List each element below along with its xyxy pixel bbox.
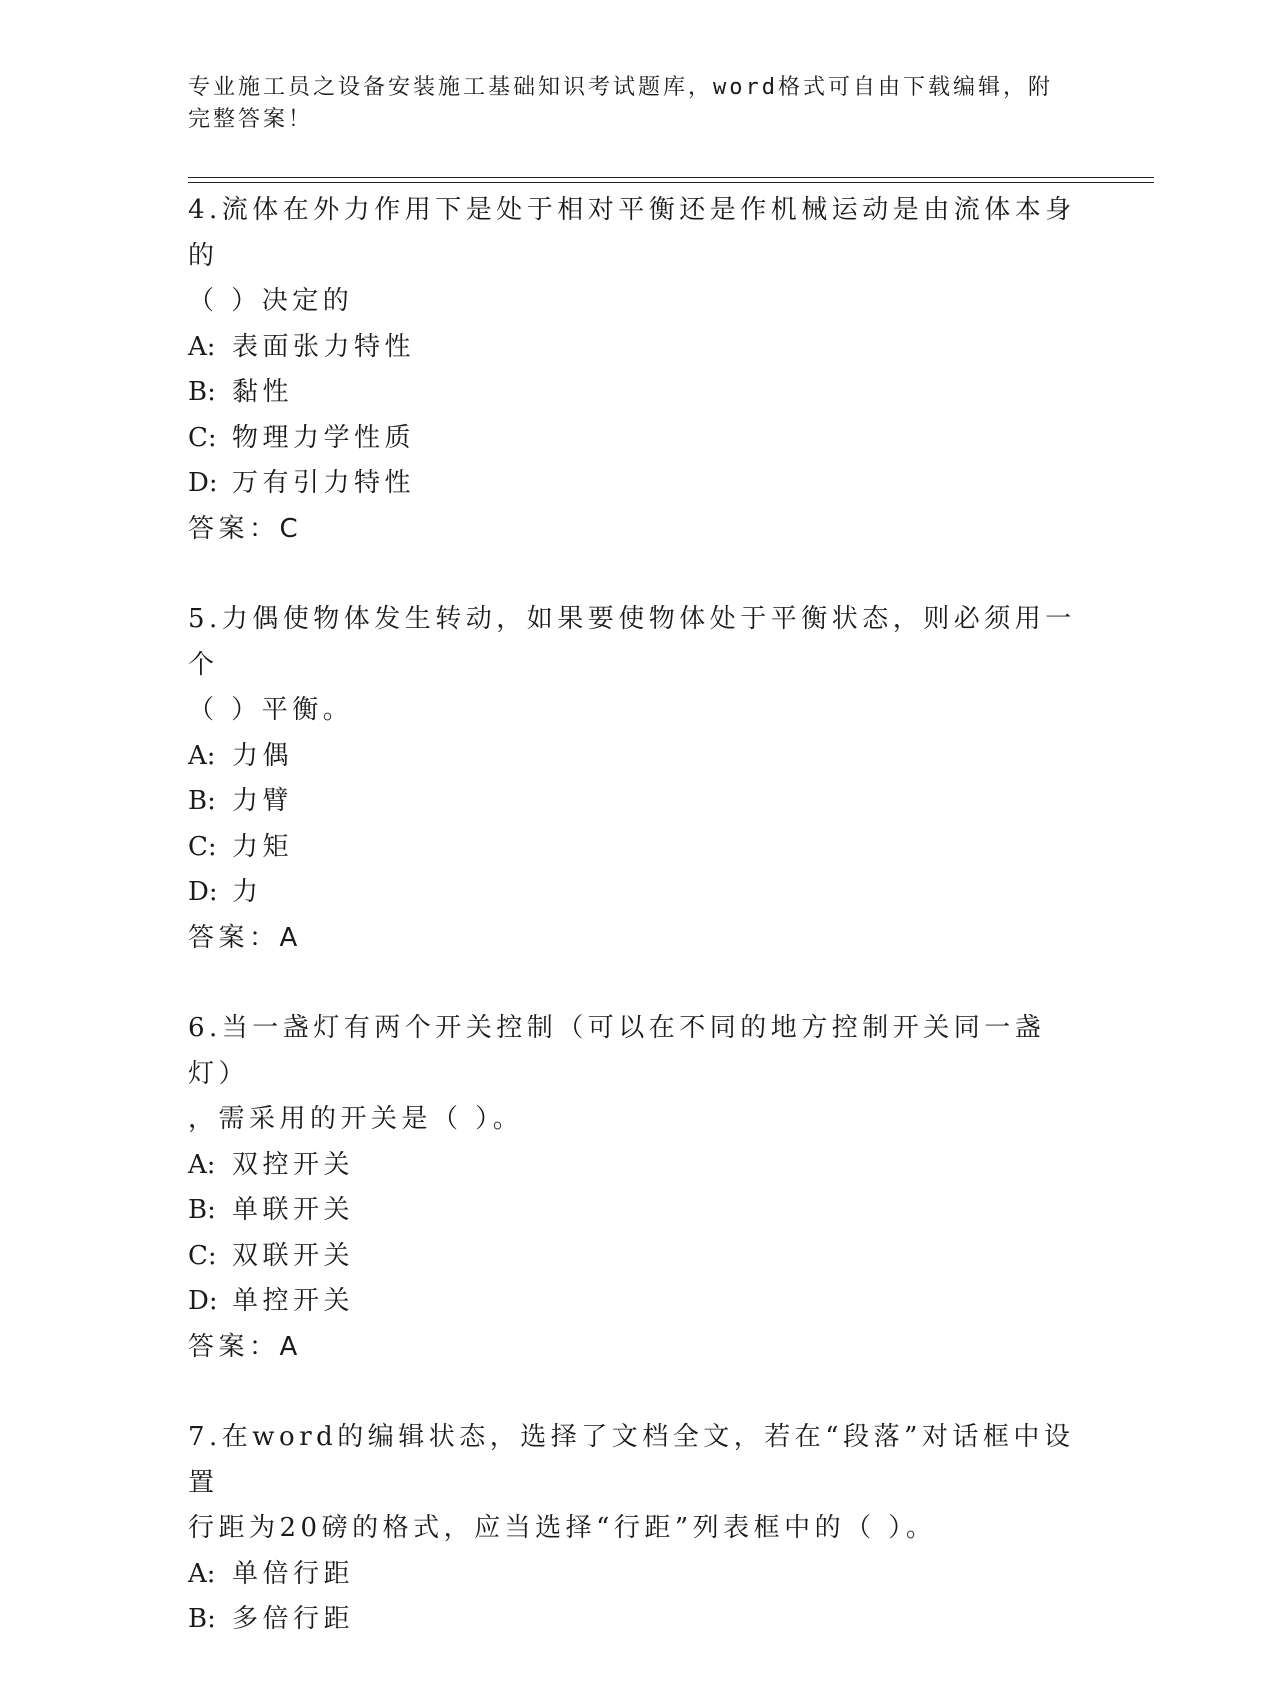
option-d — [188, 870, 1088, 916]
option-a — [188, 1143, 1088, 1189]
option-text: 表面张力特性 — [232, 331, 416, 362]
option-a — [188, 325, 1088, 371]
document-header: 专业施工员之设备安装施工基础知识考试题库，word格式可自由下载编辑，附完整答案！ — [188, 75, 1053, 132]
question-stem: 5.力偶使物体发生转动，如果要使物体处于平衡状态，则必须用一个 （ ）平衡。 — [188, 604, 1076, 725]
option-text: 力矩 — [232, 831, 294, 862]
option-b — [188, 1597, 1088, 1643]
option-a — [188, 734, 1088, 780]
option-text: 单倍行距 — [232, 1558, 355, 1589]
option-text: 力臂 — [232, 786, 294, 816]
answer-line: 答案：C — [188, 513, 303, 544]
question-list — [188, 188, 1088, 1688]
option-letter: B: — [188, 377, 216, 407]
option-letter: B: — [188, 786, 216, 816]
option-text: 双联开关 — [232, 1240, 355, 1271]
option-d — [188, 1279, 1088, 1325]
option-a — [188, 1552, 1088, 1598]
option-text: 物理力学性质 — [232, 422, 416, 453]
option-b — [188, 779, 1088, 825]
option-text: 万有引力特性 — [232, 468, 416, 498]
question-4 — [188, 188, 1088, 552]
option-letter: B: — [188, 1604, 216, 1634]
option-c — [188, 825, 1088, 871]
option-text: 力偶 — [232, 740, 294, 771]
option-c — [188, 1234, 1088, 1280]
option-letter: A: — [188, 740, 216, 771]
option-letter: D: — [188, 468, 218, 498]
question-stem: 4.流体在外力作用下是处于相对平衡还是作机械运动是由流体本身的 （ ）决定的 — [188, 195, 1076, 316]
option-text: 多倍行距 — [232, 1604, 355, 1634]
option-letter: A: — [188, 1149, 216, 1180]
question-5 — [188, 597, 1088, 961]
answer-line: 答案：A — [188, 1331, 302, 1362]
option-letter: C: — [188, 1240, 217, 1271]
header-divider-bottom — [188, 182, 1154, 183]
question-7 — [188, 1415, 1088, 1643]
option-text: 单控开关 — [232, 1286, 355, 1316]
option-letter: C: — [188, 422, 217, 453]
option-c — [188, 416, 1088, 462]
option-d — [188, 461, 1088, 507]
header-divider-top — [188, 177, 1154, 178]
option-letter: A: — [188, 1558, 216, 1589]
question-stem: 6.当一盏灯有两个开关控制（可以在不同的地方控制开关同一盏灯） ，需采用的开关是（ ）。 — [188, 1013, 1046, 1134]
option-letter: D: — [188, 1286, 218, 1316]
option-text: 单联开关 — [232, 1195, 355, 1225]
option-text: 双控开关 — [232, 1149, 355, 1180]
option-letter: C: — [188, 831, 217, 862]
option-letter: D: — [188, 877, 218, 907]
answer-line: 答案：A — [188, 922, 302, 953]
option-b — [188, 370, 1088, 416]
option-b — [188, 1188, 1088, 1234]
option-letter: B: — [188, 1195, 216, 1225]
option-letter: A: — [188, 331, 216, 362]
option-text: 黏性 — [232, 377, 294, 407]
option-text: 力 — [232, 877, 263, 907]
question-stem: 7.在word的编辑状态，选择了文档全文，若在“段落”对话框中设置 行距为20磅的格式，应当选择“行距”列表框中的（ ）。 — [188, 1422, 1075, 1543]
question-6 — [188, 1006, 1088, 1370]
